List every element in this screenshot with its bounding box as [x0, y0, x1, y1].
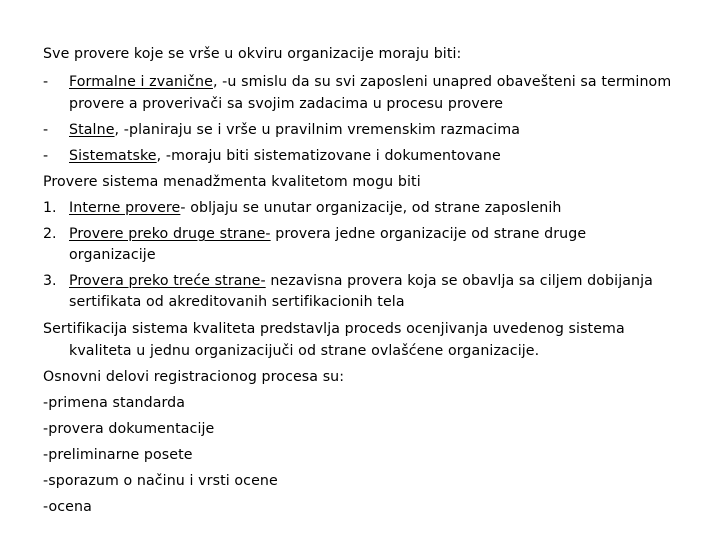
type-1-rest: - obljaju se unutar organizacije, od strane zaposlenih	[180, 200, 562, 216]
certification-line-2: kvaliteta u jednu organizacijuči od strane ovlašćene organizacije.	[69, 343, 540, 359]
process-intro: Osnovni delovi registracionog procesa su:	[43, 369, 345, 385]
req-2-rest: , -planiraju se i vrše u pravilnim vremenskim razmacima	[114, 122, 521, 138]
types-intro: Provere sistema menadžmenta kvalitetom mogu biti	[43, 174, 421, 190]
type-2-rest-2: organizacije	[69, 247, 156, 263]
certification-line-1: Sertifikacija sistema kvaliteta predstavlja proceds ocenjivanja uvedenog sistema	[43, 321, 625, 337]
type-3-rest-2: sertifikata od akreditovanih sertifikacionih tela	[69, 294, 405, 310]
process-step-5: -ocena	[43, 499, 92, 515]
req-1-marker: -	[43, 74, 49, 90]
req-2-term: Stalne	[69, 122, 115, 138]
type-3-marker: 3.	[43, 273, 57, 289]
type-3-rest: nezavisna provera koja se obavlja sa ciljem dobijanja	[265, 273, 653, 289]
req-3-marker: -	[43, 148, 49, 164]
process-step-3: -preliminarne posete	[43, 447, 193, 463]
req-3-term: Sistematske	[69, 148, 157, 164]
req-1-rest-2: provere a proverivači sa svojim zadacima u procesu provere	[69, 96, 504, 112]
type-3-term: Provera preko treće strane-	[69, 273, 266, 289]
type-3-line	[69, 272, 653, 290]
type-1-marker: 1.	[43, 200, 57, 216]
req-3-line	[69, 147, 501, 165]
req-2-line	[69, 121, 520, 139]
type-2-rest: provera jedne organizacije od strane druge	[270, 226, 587, 242]
process-step-1: -primena standarda	[43, 395, 186, 411]
req-1-term: Formalne i zvanične	[69, 74, 213, 90]
req-1-line	[69, 73, 671, 91]
process-step-4: -sporazum o načinu i vrsti ocene	[43, 473, 278, 489]
type-2-line	[69, 225, 586, 243]
type-1-line	[69, 199, 562, 217]
type-1-term: Interne provere	[69, 200, 181, 216]
req-3-rest: , -moraju biti sistematizovane i dokumentovane	[156, 148, 501, 164]
req-1-rest: , -u smislu da su svi zaposleni unapred obavešteni sa terminom	[212, 74, 672, 90]
intro-text: Sve provere koje se vrše u okviru organizacije moraju biti:	[43, 46, 462, 62]
process-step-2: -provera dokumentacije	[43, 421, 215, 437]
type-2-term: Provere preko druge strane-	[69, 226, 271, 242]
type-2-marker: 2.	[43, 226, 57, 242]
req-2-marker: -	[43, 122, 49, 138]
